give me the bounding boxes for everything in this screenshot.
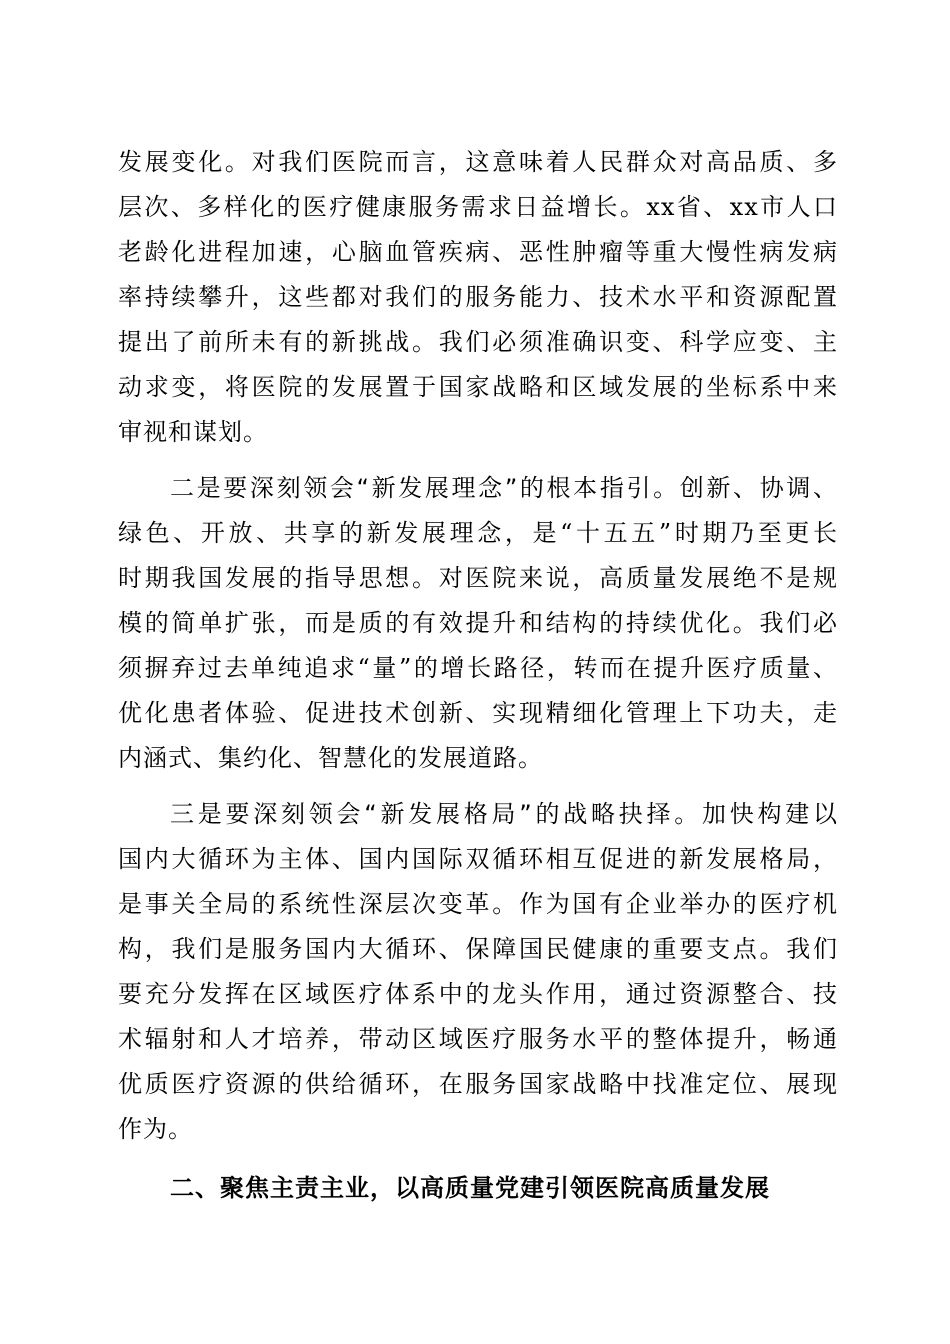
paragraph-new-development-concept <box>118 466 838 781</box>
paragraph-spacer <box>118 455 838 466</box>
paragraph-line: 老龄化进程加速，心脑血管疾病、恶性肿瘤等重大慢性病发病 <box>118 238 838 266</box>
paragraph-line: 模的简单扩张，而是质的有效提升和结构的持续优化。我们必 <box>118 609 838 637</box>
paragraph-lead-sentence: 三是要深刻领会“新发展格局”的战略抉择。 <box>170 800 702 828</box>
paragraph-line: 发展变化。对我们医院而言，这意味着人民群众对高品质、多 <box>118 148 838 176</box>
paragraph-first-line <box>118 792 838 837</box>
paragraph-line: 提出了前所未有的新挑战。我们必须准确识变、科学应变、主 <box>118 328 838 356</box>
paragraph-line: 动求变，将医院的发展置于国家战略和区域发展的坐标系中来 <box>118 373 838 401</box>
paragraph-line: 内涵式、集约化、智慧化的发展道路。 <box>118 744 543 772</box>
paragraph-spacer <box>118 1152 838 1163</box>
paragraph-first-line <box>118 466 838 511</box>
paragraph-line: 是事关全局的系统性深层次变革。作为国有企业举办的医疗机 <box>118 890 838 918</box>
paragraph-line: 优化患者体验、促进技术创新、实现精细化管理上下功夫，走 <box>118 699 838 727</box>
paragraph-line: 审视和谋划。 <box>118 418 268 446</box>
paragraph-line: 优质医疗资源的供给循环，在服务国家战略中找准定位、展现 <box>118 1070 838 1098</box>
paragraph-line: 构，我们是服务国内大循环、保障国民健康的重要支点。我们 <box>118 935 838 963</box>
paragraph-line: 国内大循环为主体、国内国际双循环相互促进的新发展格局， <box>118 845 838 873</box>
paragraph-new-development-pattern <box>118 792 838 1152</box>
paragraph-spacer <box>118 781 838 792</box>
paragraph-line: 术辐射和人才培养，带动区域医疗服务水平的整体提升，畅通 <box>118 1025 838 1053</box>
paragraph-development-change <box>118 140 838 455</box>
paragraph-line: 时期我国发展的指导思想。对医院来说，高质量发展绝不是规 <box>118 564 838 592</box>
document-body <box>118 140 838 1213</box>
paragraph-line: 率持续攀升，这些都对我们的服务能力、技术水平和资源配置 <box>118 283 838 311</box>
paragraph-line: 作为。 <box>118 1115 193 1143</box>
section-heading: 二、聚焦主责主业，以高质量党建引领医院高质量发展 <box>170 1174 770 1202</box>
paragraph-line: 须摒弃过去单纯追求“量”的增长路径，转而在提升医疗质量、 <box>118 654 838 682</box>
paragraph-line: 要充分发挥在区域医疗体系中的龙头作用，通过资源整合、技 <box>118 980 838 1008</box>
paragraph-first-line-rest: 加快构建以 <box>701 800 839 828</box>
paragraph-line: 层次、多样化的医疗健康服务需求日益增长。xx省、xx市人口 <box>118 193 838 221</box>
paragraph-first-line-rest: 创新、协调、 <box>679 474 838 502</box>
paragraph-lead-sentence: 二是要深刻领会“新发展理念”的根本指引。 <box>170 474 680 502</box>
paragraph-line: 绿色、开放、共享的新发展理念，是“十五五”时期乃至更长 <box>118 519 838 547</box>
